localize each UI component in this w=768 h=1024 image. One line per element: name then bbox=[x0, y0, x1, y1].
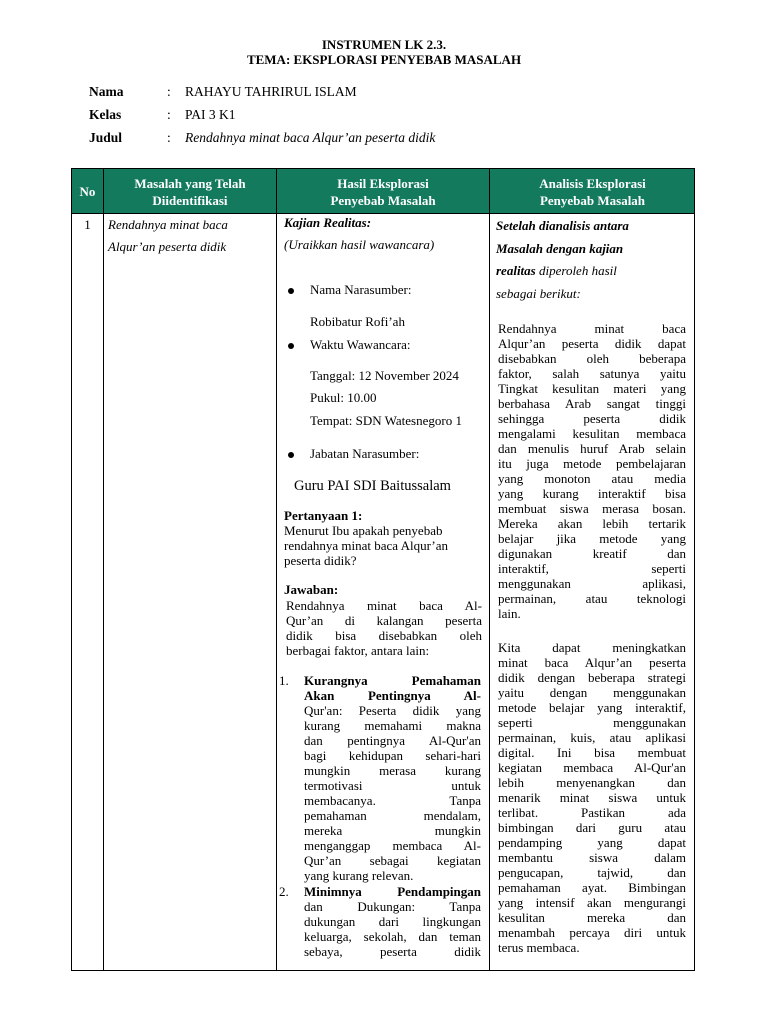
bullet-icon bbox=[288, 288, 294, 294]
list-number: 1. bbox=[279, 673, 289, 688]
identity-colon: : bbox=[167, 84, 171, 99]
identity-label: Judul bbox=[89, 130, 123, 145]
analisis-paragraph-1: Rendahnya minat baca Alqur’an peserta didik dapat disebabkan oleh beberapa faktor, salah satunya yaitu Tingkat kesulitan materi yang berbahasa Arab sangat tinggi sehingga peserta didik mengalami kesulitan membaca dan menulis huruf Arab selain itu juga metode pembelajaran yang monoton atau media yang kurang interaktif bisa membuat siswa merasa bosan. Mereka akan lebih tertarik belajar jika metode yang digunakan kreatif dan interaktif, seperti menggunakan aplikasi, permainan, atau teknologi lain. bbox=[498, 321, 686, 621]
header-no: No bbox=[79, 184, 96, 199]
row-number: 1 bbox=[84, 217, 91, 232]
masalah-line: Alqur’an peserta didik bbox=[108, 239, 227, 254]
identity-label: Nama bbox=[89, 84, 124, 99]
bullet-icon bbox=[288, 343, 294, 349]
list-number: 2. bbox=[279, 884, 289, 899]
identity-value: PAI 3 K1 bbox=[185, 107, 236, 122]
narasumber-value: Robibatur Rofi’ah bbox=[310, 314, 405, 329]
narasumber-label: Nama Narasumber: bbox=[310, 282, 412, 297]
identity-colon: : bbox=[167, 107, 171, 122]
pertanyaan-text: Menurut Ibu apakah penyebab rendahnya minat baca Alqur’an peserta didik? bbox=[284, 523, 448, 568]
document-title bbox=[0, 37, 768, 67]
bullet-icon bbox=[288, 452, 294, 458]
jawaban-text: Rendahnya minat baca Al- Qur’an di kalangan peserta didik bisa disebabkan oleh berbagai faktor, antara lain: bbox=[286, 598, 482, 658]
column-divider bbox=[276, 169, 277, 970]
pertanyaan-label: Pertanyaan 1: bbox=[284, 508, 363, 523]
title-line-1: INSTRUMEN LK 2.3. bbox=[321, 37, 447, 52]
analisis-intro: Setelah dianalisis antara Masalah dengan kajian realitas diperoleh hasil sebagai berikut: bbox=[496, 218, 629, 301]
identity-colon: : bbox=[167, 130, 171, 145]
tanggal-value: Tanggal: 12 November 2024 bbox=[310, 368, 459, 383]
analisis-paragraph-2: Kita dapat meningkatkan minat baca Alqur’an peserta didik dengan beberapa strategi yaitu dengan menggunakan metode belajar yang interaktif, seperti menggunakan permainan, kuis, atau aplikasi digital. Ini bisa membuat kegiatan membaca Al-Qur'an lebih menyenangkan dan menarik minat siswa untuk terlibat. Pastikan ada bimbingan dari guru atau pendamping yang dapat membantu siswa dalam pengucapan, tajwid, dan pemahaman ayat. Bimbingan yang intensif akan mengurangi kesulitan mereka dan menambah percaya diri untuk terus membaca. bbox=[498, 640, 686, 955]
masalah-line: Rendahnya minat baca bbox=[108, 217, 228, 232]
identity-label: Kelas bbox=[89, 107, 122, 122]
jawaban-label: Jawaban: bbox=[284, 582, 339, 597]
column-divider bbox=[489, 169, 490, 970]
identity-value: RAHAYU TAHRIRUL ISLAM bbox=[185, 84, 357, 99]
title-line-2: TEMA: EKSPLORASI PENYEBAB MASALAH bbox=[246, 52, 522, 67]
intro-rest: diperoleh hasil bbox=[538, 263, 617, 278]
list-text: Kurangnya Pemahaman Akan Pentingnya Al- Qur'an: Peserta didik yang kurang memahami makna dan pentingnya Al-Qur'an bagi kehidupan sehari-hari mungkin merasa kurang termotivasi untuk membacanya. Tanpa pemahaman mendalam, mereka mungkin menganggap membaca Al- Qur’an sebagai kegiatan yang kurang relevan. bbox=[304, 673, 481, 883]
list-text: Minimnya Pendampingan dan Dukungan: Tanpa dukungan dari lingkungan keluarga, sekolah, dan teman sebaya, peserta didik bbox=[304, 884, 481, 959]
column-divider bbox=[103, 169, 104, 970]
waktu-label: Waktu Wawancara: bbox=[310, 337, 411, 352]
table-header bbox=[72, 169, 694, 214]
kajian-label: Kajian Realitas: bbox=[284, 215, 372, 230]
tempat-value: Tempat: SDN Watesnegoro 1 bbox=[310, 413, 462, 428]
realitas-word: realitas bbox=[496, 263, 536, 278]
header-masalah: Masalah yang Telah Diidentifikasi bbox=[134, 175, 246, 208]
uraikan-note: (Uraikkan hasil wawancara) bbox=[284, 237, 435, 252]
jabatan-value: Guru PAI SDI Baitussalam bbox=[294, 478, 451, 494]
identity-value: Rendahnya minat baca Alqur’an peserta didik bbox=[185, 130, 436, 145]
exploration-table bbox=[71, 168, 695, 971]
header-hasil: Hasil Eksplorasi Penyebab Masalah bbox=[330, 175, 436, 208]
pukul-value: Pukul: 10.00 bbox=[310, 390, 377, 405]
jabatan-label: Jabatan Narasumber: bbox=[310, 446, 420, 461]
masalah-cell bbox=[108, 214, 274, 258]
header-analisis: Analisis Eksplorasi Penyebab Masalah bbox=[539, 175, 646, 208]
